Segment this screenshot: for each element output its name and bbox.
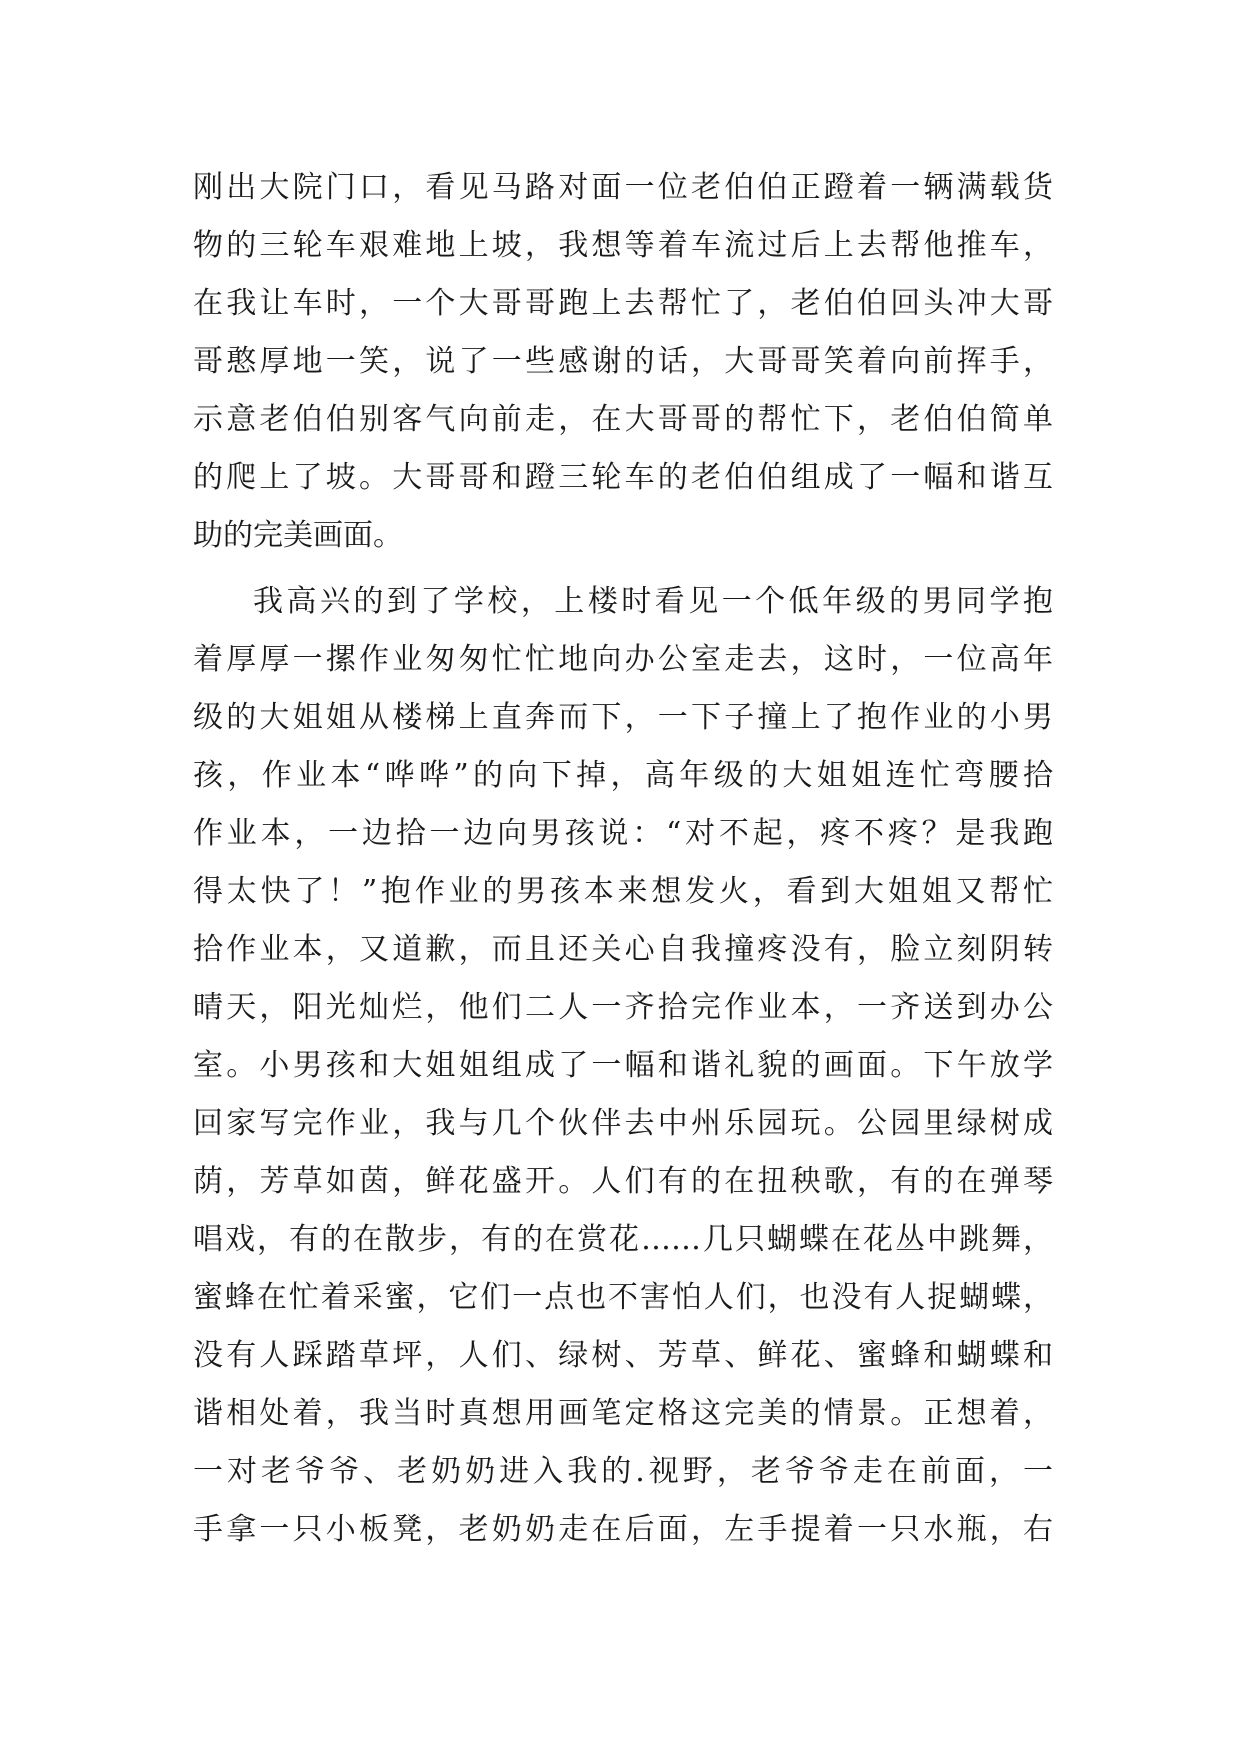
paragraph-line: 在我让车时，一个大哥哥跑上去帮忙了，老伯伯回头冲大哥 <box>193 286 1053 321</box>
paragraph-line: 助的完美画面。 <box>193 518 403 553</box>
paragraph-line <box>193 1617 1053 1675</box>
paragraph-line: 着厚厚一摞作业匆匆忙忙地向办公室走去，这时，一位高年 <box>193 642 1053 677</box>
paragraph-line: 室。小男孩和大姐姐组成了一幅和谐礼貌的画面。下午放学 <box>193 1048 1053 1083</box>
paragraph-line: 哥憨厚地一笑，说了一些感谢的话，大哥哥笑着向前挥手， <box>193 344 1053 379</box>
paragraph-line: 拾作业本，又道歉，而且还关心自我撞疼没有，脸立刻阴转 <box>193 932 1053 967</box>
paragraph-spacer <box>193 565 1053 573</box>
paragraph-line: 得太快了！”抱作业的男孩本来想发火，看到大姐姐又帮忙 <box>193 874 1053 909</box>
paragraph-line <box>193 1559 1053 1617</box>
paragraph-line: 作业本，一边拾一边向男孩说：“对不起，疼不疼？是我跑 <box>193 816 1053 851</box>
paragraph-line: 荫，芳草如茵，鲜花盛开。人们有的在扭秧歌，有的在弹琴 <box>193 1164 1053 1199</box>
paragraph-line: 手拿一只小板凳，老奶奶走在后面，左手提着一只水瓶，右 <box>193 1512 1053 1547</box>
paragraph-line: 级的大姐姐从楼梯上直奔而下，一下子撞上了抱作业的小男 <box>193 700 1053 735</box>
paragraph-line: 没有人踩踏草坪，人们、绿树、芳草、鲜花、蜜蜂和蝴蝶和 <box>193 1338 1053 1373</box>
paragraph-line: 刚出大院门口，看见马路对面一位老伯伯正蹬着一辆满载货 <box>193 170 1053 205</box>
paragraph-2 <box>193 573 1053 1675</box>
paragraph-line: 一对老爷爷、老奶奶进入我的.视野，老爷爷走在前面，一 <box>193 1454 1053 1489</box>
paragraph-line: 蜜蜂在忙着采蜜，它们一点也不害怕人们，也没有人捉蝴蝶， <box>193 1280 1053 1315</box>
paragraph-line: 晴天，阳光灿烂，他们二人一齐拾完作业本，一齐送到办公 <box>193 990 1053 1025</box>
document-body <box>193 159 1053 1675</box>
paragraph-line: 物的三轮车艰难地上坡，我想等着车流过后上去帮他推车， <box>193 228 1053 263</box>
paragraph-line: 示意老伯伯别客气向前走，在大哥哥的帮忙下，老伯伯简单 <box>193 402 1053 437</box>
paragraph-line: 的爬上了坡。大哥哥和蹬三轮车的老伯伯组成了一幅和谐互 <box>193 460 1053 495</box>
paragraph-line: 唱戏，有的在散步，有的在赏花……几只蝴蝶在花丛中跳舞， <box>193 1222 1053 1257</box>
paragraph-line: 孩，作业本“哗哗”的向下掉，高年级的大姐姐连忙弯腰拾 <box>193 758 1053 793</box>
paragraph-line: 谐相处着，我当时真想用画笔定格这完美的情景。正想着， <box>193 1396 1053 1431</box>
paragraph-line: 我高兴的到了学校，上楼时看见一个低年级的男同学抱 <box>253 584 1053 619</box>
paragraph-line: 回家写完作业，我与几个伙伴去中州乐园玩。公园里绿树成 <box>193 1106 1053 1141</box>
paragraph-1 <box>193 159 1053 565</box>
